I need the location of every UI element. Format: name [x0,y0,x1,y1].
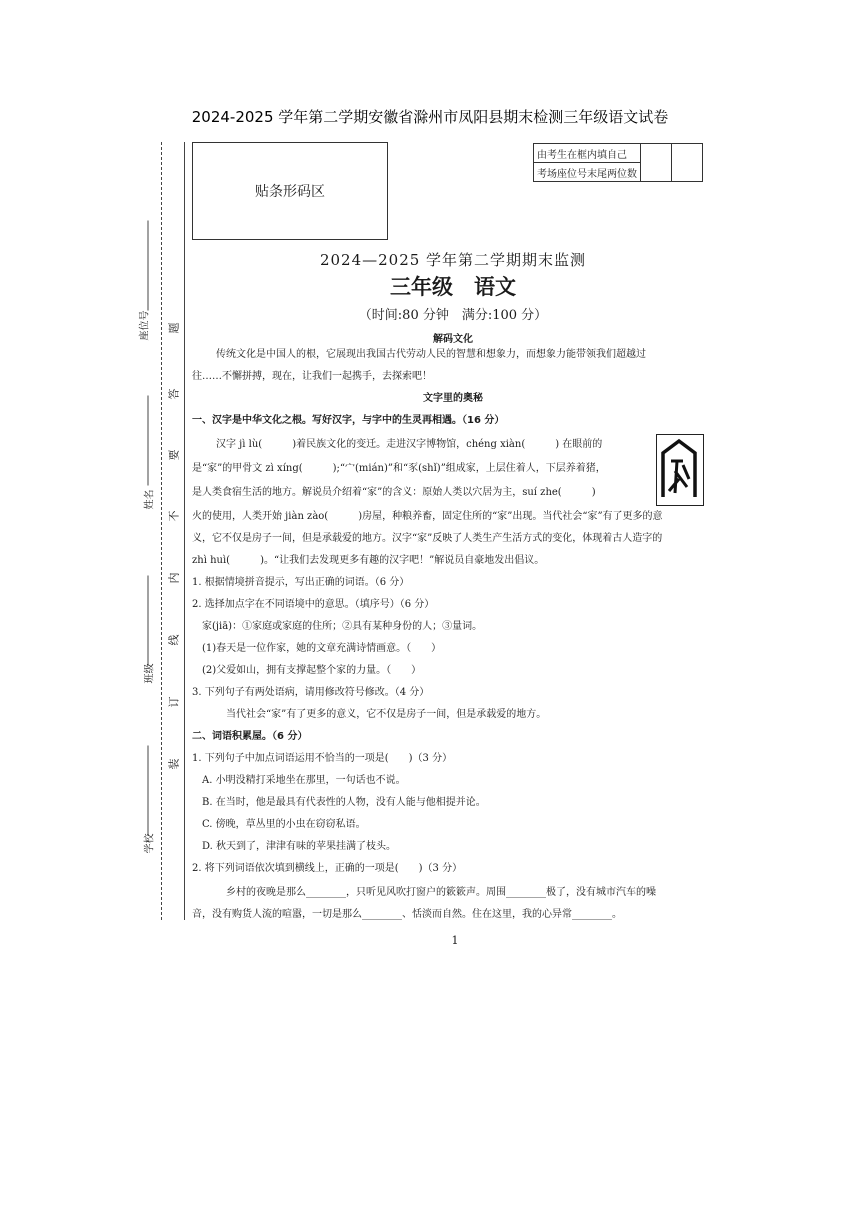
part1-heading: 一、汉字是中华文化之根。写好汉字，与字中的生灵再相遇。（16 分） [192,415,505,426]
oracle-bone-glyph-icon [657,435,702,504]
margin-char-8: 装 [167,758,181,770]
seat-digit-cell-2[interactable] [672,144,703,182]
question-2-item-2: (2)父爱如山，拥有支撑起整个家的力量。（ ） [202,665,422,676]
margin-char-5: 内 [167,572,181,584]
class-label: 班级 [144,663,156,684]
page-number: 1 [451,934,459,947]
seat-digit-cell-1[interactable] [641,144,672,182]
intro-line-1: 传统文化是中国人的根，它展现出我国古代劳动人民的智慧和想象力，而想象力能带领我们超越过 [216,349,646,360]
margin-char-3: 要 [167,449,181,461]
passage-line-3: 是人类食宿生活的地方。解说员介绍着“家”的含义：原始人类以穴居为主，suí zhe( ) [192,487,596,498]
question-3: 3. 下列句子有两处语病，请用修改符号修改。（4 分） [192,687,430,698]
passage-line-6: zhì huì( )。“让我们去发现更多有趣的汉字吧！”解说员自豪地发出倡议。 [192,555,545,566]
margin-char-2: 答 [167,388,181,400]
exam-term-title: 2024—2025 学年第二学期期末监测 [319,251,587,269]
question-2: 2. 选择加点字在不同语境中的意思。（填序号）（6 分） [192,599,435,610]
name-field[interactable] [148,396,149,486]
seat-box-label-1: 由考生在框内填自己 [534,144,641,163]
class-field[interactable] [148,576,149,666]
part2-heading: 二、词语积累屋。（6 分） [192,731,308,742]
oracle-bone-jia-image [656,434,704,506]
binding-solid-line [184,142,185,920]
section-title: 解码文化 [433,334,473,345]
school-label: 学校 [144,833,156,854]
option-b: B. 在当时，他是最具有代表性的人物，没有人能与他相提并论。 [202,797,486,808]
question-1: 1. 根据情境拼音提示，写出正确的词语。（6 分） [192,577,410,588]
passage-line-1: 汉字 jì lù( )着民族文化的变迁。走进汉字博物馆，chéng xiàn( ) 在眼前的 [216,439,603,450]
barcode-label: 贴条形码区 [255,184,325,200]
part2-passage-line-2: 音，没有购货人流的喧嚣，一切是那么________、恬淡而自然。住在这里，我的心异常________。 [192,909,622,920]
binding-dashed-line [161,142,162,920]
seat-number-box [533,143,703,182]
passage-line-5: 义，它不仅是房子一间，但是承载爱的地方。汉字“家”反映了人类生产生活方式的变化，体现着古人造字的 [192,533,663,544]
option-c: C. 傍晚，草丛里的小虫在窃窃私语。 [202,819,366,830]
seat-box-label-2: 考场座位号末尾两位数 [534,163,641,182]
passage-line-4: 火的使用，人类开始 jiàn zào( )房屋，种粮养畜，固定住所的“家”出现。当代社会“家”有了更多的意 [192,511,663,522]
margin-char-6: 线 [167,634,181,646]
school-field[interactable] [148,746,149,836]
passage-line-2: 是“家”的甲骨文 zì xíng( );“宀(mián)”和“豕(shǐ)”组成家，上层住着人，下层养着猪， [192,463,606,474]
margin-char-4: 不 [167,510,181,522]
part2-passage-line-1: 乡村的夜晚是那么________，只听见风吹打窗户的簌簌声。周围________极了，没有城市汽车的噪 [226,887,656,898]
option-a: A. 小明没精打采地坐在那里，一句话也不说。 [202,775,406,786]
option-d: D. 秋天到了，津津有味的苹果挂满了枝头。 [202,841,397,852]
document-title: 2024-2025 学年第二学期安徽省滁州市凤阳县期末检测三年级语文试卷 [191,108,669,126]
margin-char-7: 订 [167,696,181,708]
intro-line-2: 往……不懈拼搏，现在，让我们一起携手，去探索吧！ [192,371,432,382]
question-3-sentence: 当代社会“家”有了更多的意义，它不仅是房子一间，但是承载爱的地方。 [226,709,547,720]
seat-no-label: 座位号 [139,310,151,341]
question-2-item-1: (1)春天是一位作家，她的文章充满诗情画意。（ ） [202,643,442,654]
sub-section-title: 文字里的奥秘 [423,393,483,404]
margin-char-1: 题 [167,322,181,334]
name-label: 姓名 [144,489,156,510]
barcode-area [192,142,388,240]
exam-time-score: （时间:80 分钟 满分:100 分） [358,308,548,323]
part2-question-2: 2. 将下列词语依次填到横线上，正确的一项是( )（3 分） [192,863,463,874]
part2-question-1: 1. 下列句子中加点词语运用不恰当的一项是( )（3 分） [192,753,453,764]
seat-no-field[interactable] [148,221,149,311]
question-2-definitions: 家(jiā)：①家庭或家庭的住所；②具有某种身份的人；③量词。 [202,621,483,632]
exam-subject-title: 三年级 语文 [390,275,516,299]
